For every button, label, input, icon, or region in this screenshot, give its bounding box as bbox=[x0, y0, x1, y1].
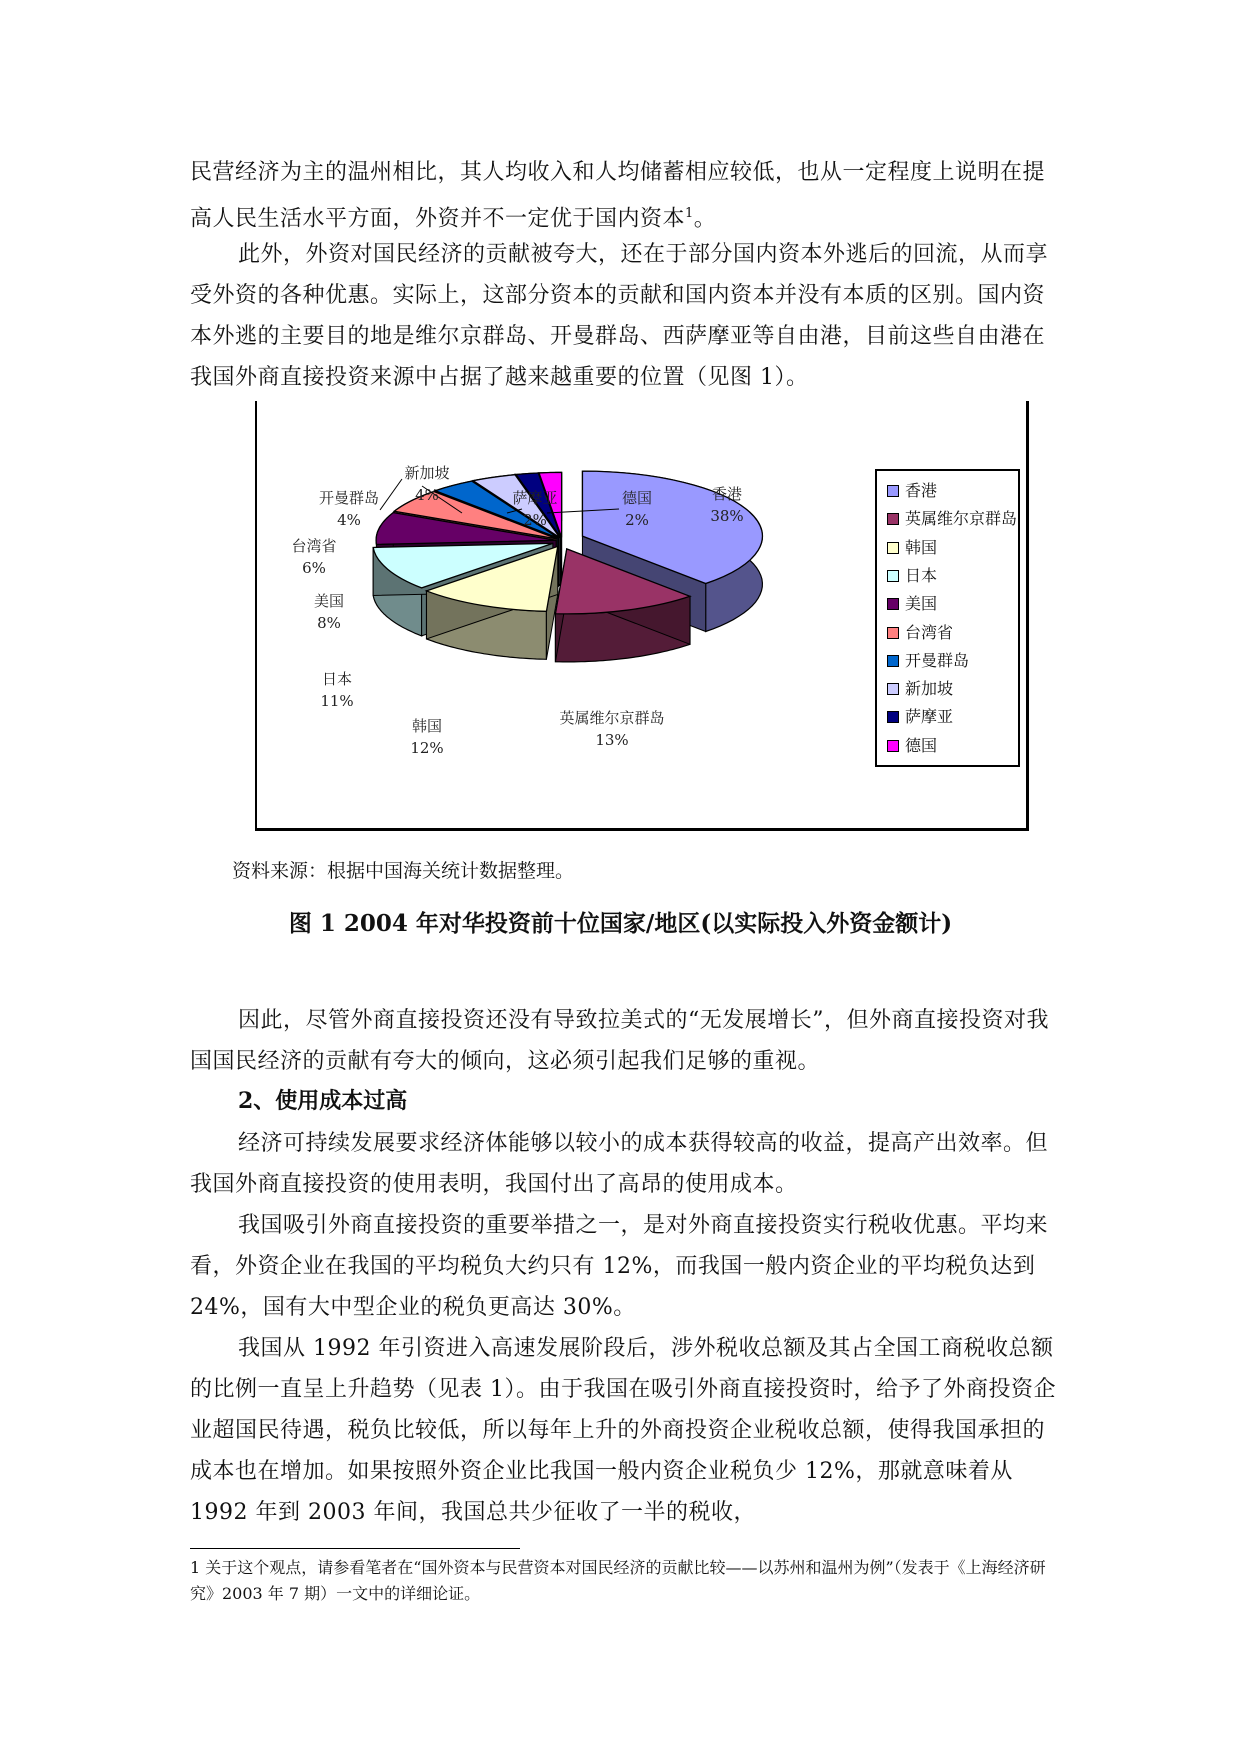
leader-line-6 bbox=[380, 479, 402, 510]
slice-value-label-4: 8% bbox=[317, 614, 341, 632]
legend-swatch bbox=[887, 711, 899, 723]
section-heading: 2、使用成本过高 bbox=[238, 1088, 408, 1114]
legend-item bbox=[887, 481, 937, 501]
body-paragraph: 此外，外资对国民经济的贡献被夸大，还在于部分国内资本外逃后的回流，从而享受外资的各种优惠。实际上，这部分资本的贡献和国内资本并没有本质的区别。国内资本外逃的主要目的地是维尔京群岛、开曼群岛、西萨摩亚等自由港，目前这些自由港在我国外商直接投资来源中占据了越来越重要的位置（见图 1）。 bbox=[190, 242, 1049, 390]
slice-name-label-5: 台湾省 bbox=[291, 537, 337, 555]
slice-value-label-0: 38% bbox=[710, 507, 744, 525]
legend-label: 韩国 bbox=[905, 537, 938, 557]
paragraph-text: 民营经济为主的温州相比，其人均收入和人均储蓄相应较低，也从一定程度上说明在提高人民生活水平方面，外资并不一定优于国内资本 bbox=[190, 160, 1046, 232]
slice-name-label-6: 开曼群岛 bbox=[318, 489, 380, 507]
source-note: 资料来源：根据中国海关统计数据整理。 bbox=[232, 860, 575, 882]
slice-value-label-9: 2% bbox=[625, 511, 649, 529]
legend-swatch bbox=[887, 485, 899, 497]
legend-item bbox=[887, 538, 937, 558]
slice-name-label-9: 德国 bbox=[621, 489, 653, 507]
slice-name-label-4: 美国 bbox=[313, 592, 345, 610]
legend-swatch bbox=[887, 627, 899, 639]
slice-value-label-3: 11% bbox=[320, 692, 354, 710]
slice-name-label-0: 香港 bbox=[711, 485, 743, 503]
legend-item bbox=[887, 594, 937, 614]
legend-item bbox=[887, 679, 953, 699]
slice-value-label-2: 12% bbox=[410, 739, 444, 757]
slice-name-label-7: 新加坡 bbox=[404, 464, 450, 482]
legend-swatch bbox=[887, 542, 899, 554]
legend-label: 日本 bbox=[905, 565, 938, 585]
legend-item bbox=[887, 623, 953, 643]
legend-swatch bbox=[887, 740, 899, 752]
slice-name-label-3: 日本 bbox=[321, 670, 353, 688]
legend-item bbox=[887, 651, 969, 671]
footnote: 1 关于这个观点，请参看笔者在“国外资本与民营资本对国民经济的贡献比较——以苏州和温州为例”（发表于《上海经济研究》2003 年 7 期）一文中的详细论证。 bbox=[190, 1558, 1046, 1603]
legend-label: 香港 bbox=[905, 481, 938, 500]
slice-value-label-5: 6% bbox=[302, 559, 326, 577]
legend-swatch bbox=[887, 598, 899, 610]
slice-value-label-7: 4% bbox=[415, 486, 439, 504]
slice-value-label-1: 13% bbox=[595, 731, 629, 749]
legend-swatch bbox=[887, 570, 899, 582]
legend-item bbox=[887, 736, 937, 756]
legend-label: 德国 bbox=[905, 735, 938, 755]
body-paragraph: 我国从 1992 年引资进入高速发展阶段后，涉外税收总额及其占全国工商税收总额的比例一直呈上升趋势（见表 1）。由于我国在吸引外商直接投资时，给予了外商投资企业超国民待遇，税负比较低，所以每年上升的外商投资企业税收总额，使得我国承担的成本也在增加。如果按照外资企业比我国一般内资企业税负少 12%，那就意味着从 1992 年到 2003 年间，我国总共少征收了一半的税收， bbox=[190, 1336, 1056, 1525]
figure-caption: 图 1 2004 年对华投资前十位国家/地区(以实际投入外资金额计) bbox=[288, 910, 953, 937]
slice-name-label-2: 韩国 bbox=[411, 717, 443, 735]
slice-value-label-6: 4% bbox=[337, 511, 361, 529]
chart-legend bbox=[875, 469, 1020, 767]
legend-swatch bbox=[887, 683, 899, 695]
body-paragraph: 因此，尽管外商直接投资还没有导致拉美式的“无发展增长”，但外商直接投资对我国国民经济的贡献有夸大的倾向，这必须引起我们足够的重视。 bbox=[190, 1008, 1049, 1074]
legend-label: 萨摩亚 bbox=[905, 707, 954, 727]
legend-label: 美国 bbox=[905, 594, 938, 614]
legend-item bbox=[887, 707, 953, 727]
legend-label: 开曼群岛 bbox=[905, 650, 970, 670]
footnote-marker: 1 bbox=[685, 206, 694, 221]
slice-name-label-1: 英属维尔京群岛 bbox=[559, 709, 665, 727]
legend-label: 台湾省 bbox=[905, 622, 954, 642]
footnote-divider bbox=[190, 1548, 520, 1549]
legend-swatch bbox=[887, 655, 899, 667]
body-paragraph: 民营经济为主的温州相比，其人均收入和人均储蓄相应较低，也从一定程度上说明在提高人民生活水平方面，外资并不一定优于国内资本$^1$。 bbox=[190, 160, 1046, 232]
slice-value-label-8: 2% bbox=[523, 511, 547, 529]
legend-swatch bbox=[887, 513, 899, 525]
body-paragraph: 我国吸引外商直接投资的重要举措之一，是对外商直接投资实行税收优惠。平均来看，外资企业在我国的平均税负大约只有 12%，而我国一般内资企业的平均税负达到 24%，国有大中型企业的税负更高达 30%。 bbox=[190, 1213, 1049, 1320]
legend-item bbox=[887, 509, 1017, 529]
legend-item bbox=[887, 566, 937, 586]
legend-label: 新加坡 bbox=[905, 679, 954, 699]
slice-name-label-8: 萨摩亚 bbox=[512, 489, 558, 507]
legend-label: 英属维尔京群岛 bbox=[905, 509, 1018, 529]
body-paragraph: 经济可持续发展要求经济体能够以较小的成本获得较高的收益，提高产出效率。但我国外商直接投资的使用表明，我国付出了高昂的使用成本。 bbox=[190, 1131, 1049, 1197]
